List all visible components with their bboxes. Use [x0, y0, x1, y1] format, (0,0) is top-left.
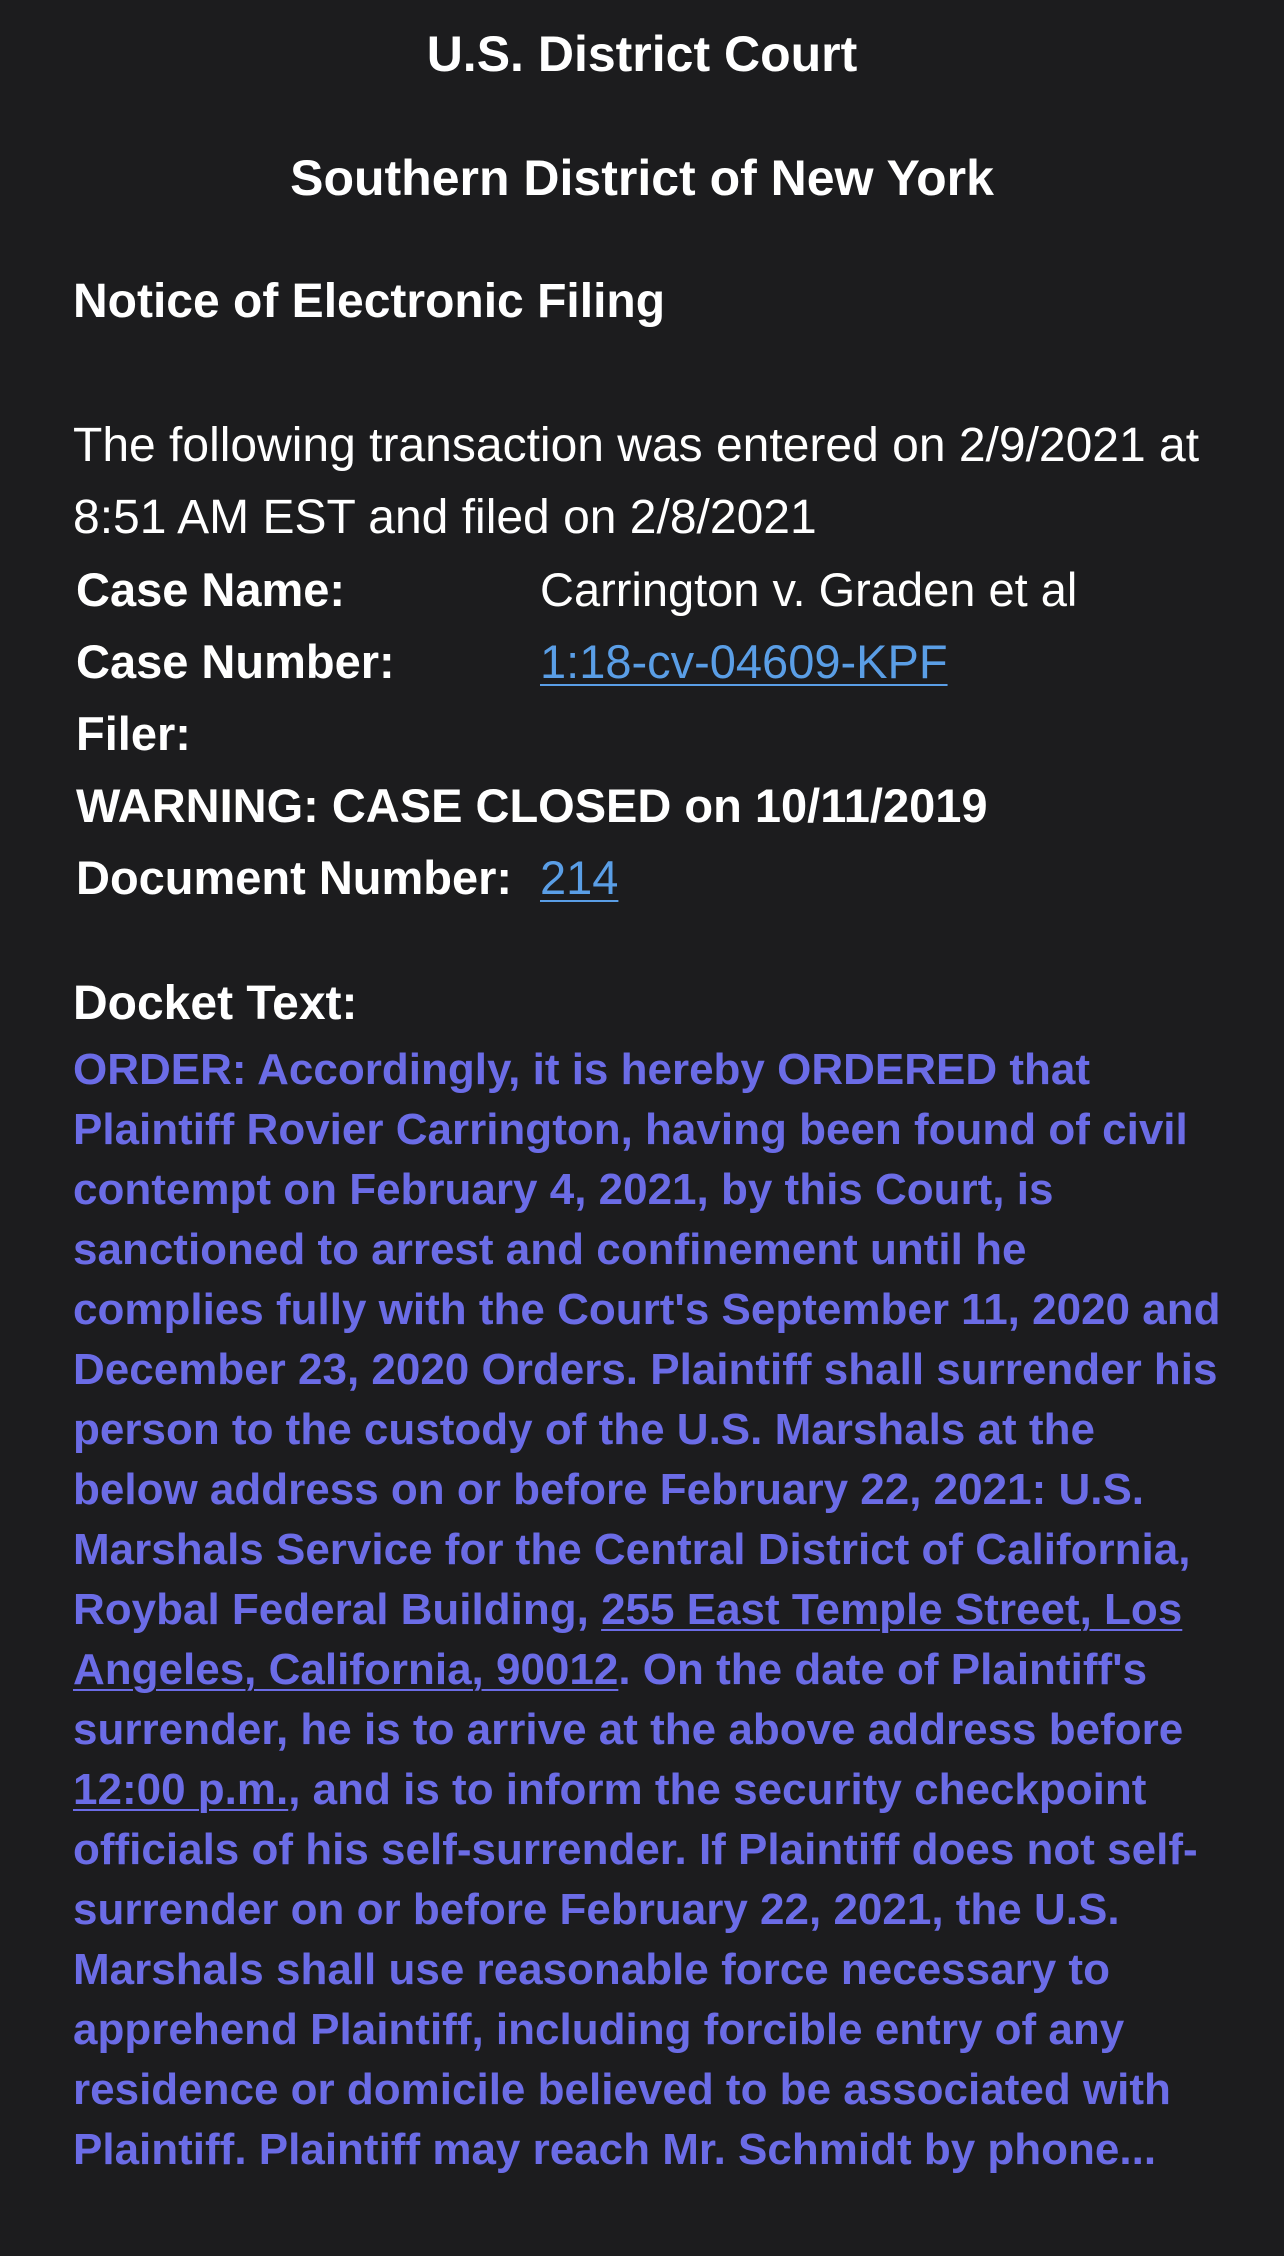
case-name-value: Carrington v. Graden et al — [540, 563, 1078, 616]
docket-text-label: Docket Text: — [73, 977, 358, 1030]
filer-row — [73, 698, 1077, 770]
docket-text-body — [73, 1040, 1223, 2180]
case-closed-warning-row — [73, 770, 1077, 842]
address-link[interactable]: 255 East Temple Street, Los Angeles, California, 90012 — [73, 1585, 1183, 1694]
document-number-row — [73, 842, 1077, 914]
filer-value — [534, 698, 1077, 770]
transaction-statement: The following transaction was entered on 2/9/2021 at 8:51 AM EST and filed on 2/8/2021 — [73, 419, 1200, 544]
case-closed-warning: WARNING: CASE CLOSED on 10/11/2019 — [76, 779, 988, 832]
case-name-row — [73, 554, 1077, 626]
filer-label: Filer: — [76, 707, 191, 760]
time-link[interactable]: 12:00 p.m. — [73, 1765, 289, 1814]
docket-text-part-2: . On the date of Plaintiff's surrender, he is to arrive at the above address before — [73, 1645, 1184, 1754]
case-number-row — [73, 626, 1077, 698]
case-name-label: Case Name: — [76, 563, 346, 616]
docket-text-part-1: ORDER: Accordingly, it is hereby ORDERED that Plaintiff Rovier Carrington, having been found of civil contempt on February 4, 2021, by this Court, is sanctioned to arrest and confinement until he complies fully with the Court's September 11, 2020 and December 23, 2020 Orders. Plaintiff shall surrender his person to the custody of the U.S. Marshals at the below address on or before February 22, 2021: U.S. Marshals Service for the Central District of California, Roybal Federal Building, — [73, 1045, 1221, 1634]
case-number-label: Case Number: — [76, 635, 395, 688]
notice-heading: Notice of Electronic Filing — [73, 275, 666, 328]
court-title: U.S. District Court — [426, 26, 858, 82]
docket-text-part-3: , and is to inform the security checkpoint officials of his self-surrender. If Plaintiff does not self-surrender on or before February 22, 2021, the U.S. Marshals shall use reasonable force necessary to apprehend Plaintiff, including forcible entry of any residence or domicile believed to be associated with Plaintiff. Plaintiff may reach Mr. Schmidt by phone... — [73, 1765, 1198, 2174]
document-number-link[interactable]: 214 — [540, 851, 619, 904]
document-number-label: Document Number: — [76, 851, 513, 904]
case-number-link[interactable]: 1:18-cv-04609-KPF — [540, 635, 948, 688]
case-details-table — [73, 554, 1077, 914]
district-title: Southern District of New York — [290, 150, 994, 206]
